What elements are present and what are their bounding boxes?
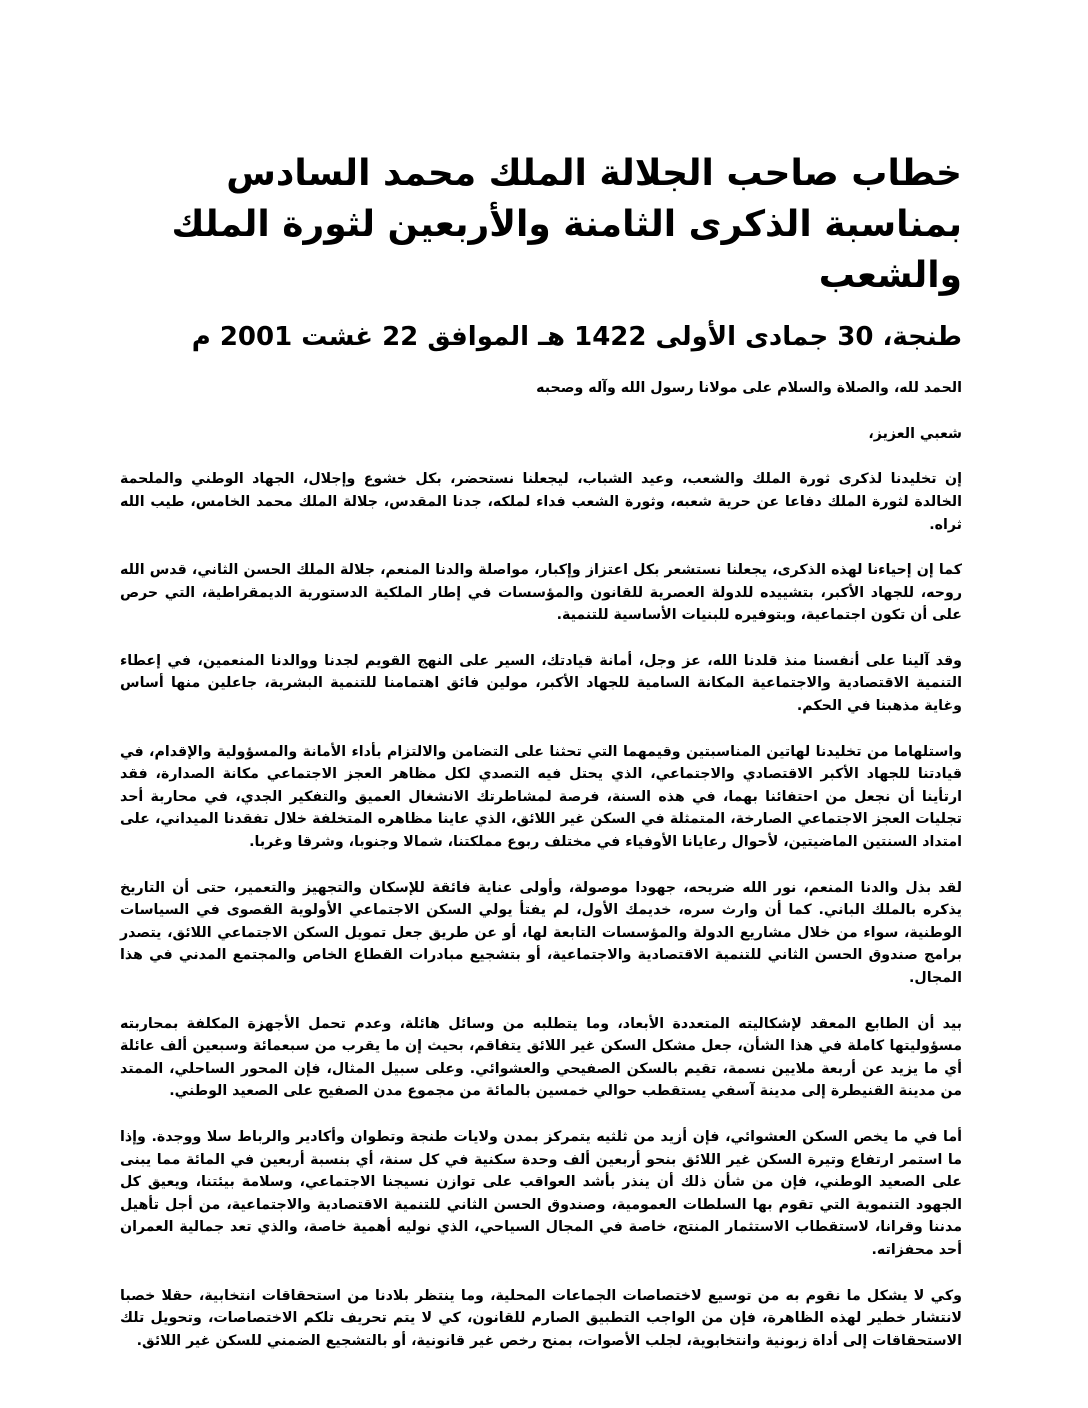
document-body [120, 148, 962, 1375]
paragraph: وكي لا يشكل ما نقوم به من توسيع لاختصاصات الجماعات المحلية، وما ينتظر بلادنا من استحقاقات انتخابية، حقلا خصبا لانتشار خطير لهذه الظاهرة، فإن من الواجب التطبيق الصارم للقانون، كي لا يتم تحريف تلكم الاختصاصات، وتحويل تلك الاستحقاقات إلى أداة زبونية وانتخابوية، لجلب الأصوات، بمنح رخص غير قانونية، أو بالتشجيع الضمني للسكن غير اللائق. [120, 1287, 962, 1349]
paragraph: كما إن إحياءنا لهذه الذكرى، يجعلنا نستشعر بكل اعتزاز وإكبار، مواصلة والدنا المنعم، جلالة الملك الحسن الثاني، قدس الله روحه، للجهاد الأكبر، بتشييده للدولة العصرية للقانون والمؤسسات في إطار الملكية الدستورية الديمقراطية، التي حرص على أن تكون اجتماعية، وبتوفيره للبنيات الأساسية للتنمية. [120, 562, 962, 624]
opening-praise: الحمد لله، والصلاة والسلام على مولانا رسول الله وآله وصحبه [536, 380, 962, 397]
document-title: خطاب صاحب الجلالة الملك محمد السادس بمناسبة الذكرى الثامنة والأربعين لثورة الملك والشعب [171, 153, 962, 297]
paragraph: بيد أن الطابع المعقد لإشكاليته المتعددة الأبعاد، وما يتطلبه من وسائل هائلة، وعدم تحمل الأجهزة المكلفة بمحاربته مسؤوليتها كاملة في هذا الشأن، جعل مشكل السكن غير اللائق يتفاقم، بحيث إن ما يقرب من سبعمائة وسبعين ألف عائلة أي ما يزيد عن أربعة ملايين نسمة، تقيم بالسكن الصفيحي والعشوائي. وعلى سبيل المثال، فإن المحور الساحلي، الممتد من مدينة القنيطرة إلى مدينة آسفي يستقطب حوالي خمسين بالمائة من مجموع مدن الصفيح على الصعيد الوطني. [120, 1015, 962, 1100]
paragraph: إن تخليدنا لذكرى ثورة الملك والشعب، وعيد الشباب، ليجعلنا نستحضر، بكل خشوع وإجلال، الجهاد الوطني والملحمة الخالدة لثورة الملك دفاعا عن حرية شعبه، وثورة الشعب فداء لملكه، جدنا المقدس، جلالة الملك محمد الخامس، طيب الله ثراه. [120, 471, 962, 533]
salutation: شعبي العزيز، [868, 425, 962, 442]
paragraph: أما في ما يخص السكن العشوائي، فإن أزيد من ثلثيه يتمركز بمدن ولايات طنجة وتطوان وأكادير والرباط سلا ووجدة. وإذا ما استمر ارتفاع وتيرة السكن غير اللائق بنحو أربعين ألف وحدة سكنية في كل سنة، أي بنسبة أربعين في المائة مما يبنى على الصعيد الوطني، فإن من شأن ذلك أن ينذر بأشد العواقب على توازن نسيجنا الاجتماعي، وسلامة بيئتنا، ويعيق كل الجهود التنموية التي تقوم بها السلطات العمومية، وصندوق الحسن الثاني للتنمية الاقتصادية والاجتماعية، من أجل تأهيل مدننا وقرانا، لاستقطاب الاستثمار المنتج، خاصة في المجال السياحي، الذي نوليه أهمية خاصة، والذي تعد جمالية العمران أحد محفزاته. [120, 1128, 962, 1258]
document-subtitle: طنجة، 30 جمادى الأولى 1422 هـ الموافق 22 غشت 2001 م [191, 322, 962, 353]
paragraph: واستلهاما من تخليدنا لهاتين المناسبتين وقيمهما التي تحثنا على التضامن والالتزام بأداء الأمانة والمسؤولية والإقدام، في قيادتنا للجهاد الأكبر الاقتصادي والاجتماعي، الذي يحتل فيه التصدي لكل مظاهر العجز الاجتماعي مكانة الصدارة، فقد ارتأينا أن نجعل من احتفائنا بهما، في هذه السنة، فرصة لمشاطرتك الانشغال العميق والتفكير الجدي، في محاربة أحد تجليات العجز الاجتماعي الصارخة، المتمثلة في السكن غير اللائق، الذي عاينا مظاهره المتخلفة خلال تفقدنا الميداني، على امتداد السنتين الماضيتين، لأحوال رعايانا الأوفياء في مختلف ربوع مملكتنا، شمالا وجنوبا، وشرقا وغربا. [120, 743, 962, 851]
paragraph: وقد آلينا على أنفسنا منذ قلدنا الله، عز وجل، أمانة قيادتك، السير على النهج القويم لجدنا ووالدنا المنعمين، في إعطاء التنمية الاقتصادية والاجتماعية المكانة السامية للجهاد الأكبر، مولين فائق اهتمامنا للتنمية البشرية، جاعلين منها أساس وغاية مذهبنا في الحكم. [120, 652, 962, 715]
paragraph: لقد بذل والدنا المنعم، نور الله ضريحه، جهودا موصولة، وأولى عناية فائقة للإسكان والتجهيز والتعمير، حتى أن التاريخ يذكره بالملك الباني. كما أن وارث سره، خديمك الأول، لم يفتأ يولي السكن الاجتماعي الأولوية القصوى في السياسات الوطنية، سواء من خلال مشاريع الدولة والمؤسسات التابعة لها، أو عن طريق جعل تمويل السكن الاجتماعي اللائق، يتصدر برامج صندوق الحسن الثاني للتنمية الاقتصادية والاجتماعية، أو بتشجيع مبادرات القطاع الخاص والمجتمع المدني في هذا المجال. [120, 879, 962, 986]
